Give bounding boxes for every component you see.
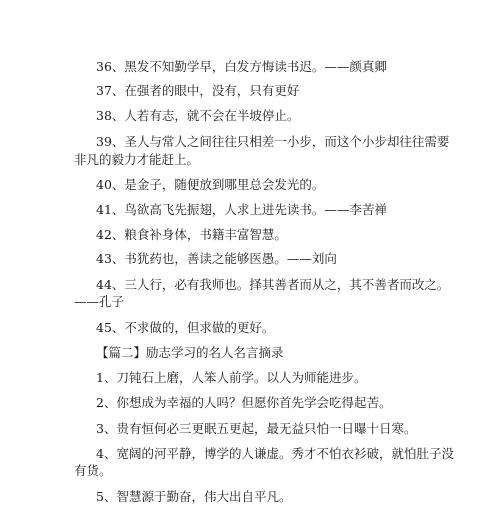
quote-line-s2-4-cont: 有货。 — [74, 463, 112, 478]
quote-line-45: 45、不求做的，但求做的更好。 — [96, 320, 275, 335]
quote-line-38: 38、人若有志，就不会在半坡停止。 — [96, 108, 300, 123]
quote-line-s2-2: 2、你想成为幸福的人吗？但愿你首先学会吃得起苦。 — [96, 395, 392, 410]
quote-line-41: 41、鸟欲高飞先振翅，人求上进先读书。——李苦禅 — [96, 202, 387, 217]
quote-line-42: 42、粮食补身体，书籍丰富智慧。 — [96, 227, 287, 242]
quote-line-36: 36、黑发不知勤学早，白发方悔读书迟。——颜真卿 — [96, 59, 387, 74]
quote-line-s2-1: 1、刀钝石上磨，人笨人前学。以人为师能进步。 — [96, 370, 367, 385]
quote-line-43: 43、书犹药也，善读之能够医愚。——刘向 — [96, 251, 337, 266]
quote-line-37: 37、在强者的眼中，没有，只有更好 — [96, 83, 300, 98]
quote-line-39-cont: 非凡的毅力才能赶上。 — [74, 152, 200, 167]
quote-line-s2-4: 4、宽阔的河平静，博学的人谦虚。秀才不怕衣衫破，就怕肚子没 — [96, 446, 454, 461]
quote-line-s2-5: 5、智慧源于勤奋，伟大出自平凡。 — [96, 489, 292, 504]
quote-line-44: 44、三人行，必有我师也。择其善者而从之，其不善者而改之。 — [96, 277, 450, 292]
quote-line-39: 39、圣人与常人之间往往只相差一小步，而这个小步却往往需要 — [96, 134, 450, 149]
quote-line-44-cont: ——孔子 — [74, 294, 125, 309]
quote-line-s2-3: 3、贵有恒何必三更眠五更起，最无益只怕一日曝十日寒。 — [96, 421, 417, 436]
quote-line-40: 40、是金子，随便放到哪里总会发光的。 — [96, 177, 325, 192]
section-heading: 【篇二】励志学习的名人名言摘录 — [96, 345, 284, 360]
